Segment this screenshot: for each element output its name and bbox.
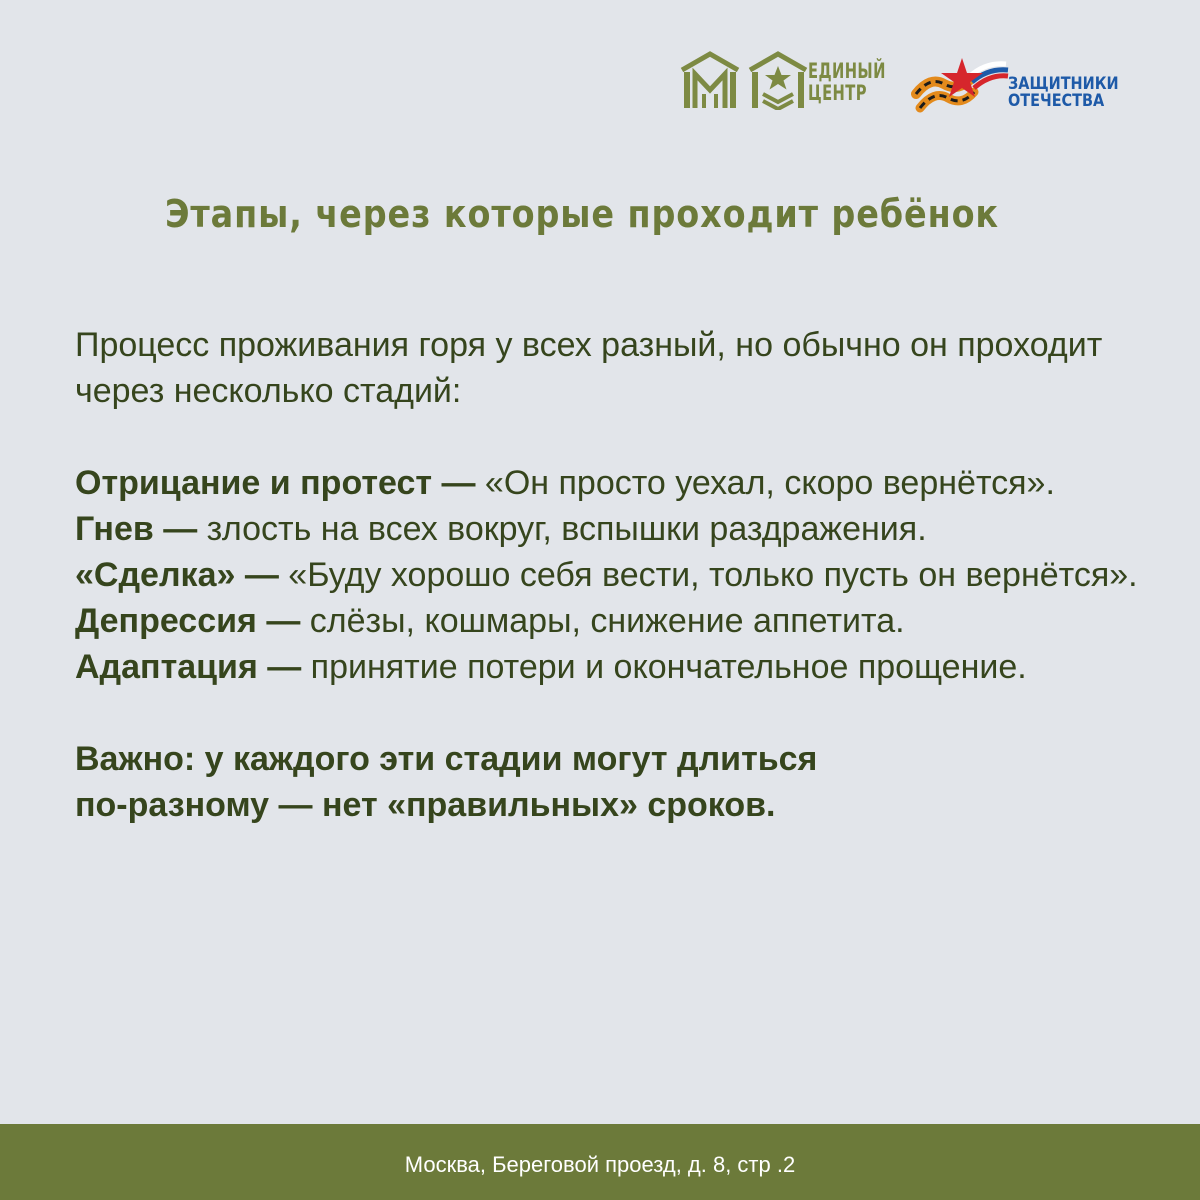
- page-title: Этапы, через которые проходит ребёнок: [164, 192, 1000, 236]
- stage-item: [75, 552, 1155, 598]
- header-logos: [676, 48, 1146, 118]
- spacer: [75, 414, 1155, 460]
- stage-description: слёзы, кошмары, снижение аппетита.: [300, 602, 905, 640]
- defenders-logo-text: [1008, 76, 1119, 110]
- star-chevron-logo-icon: [748, 50, 808, 110]
- stage-item: [75, 644, 1155, 690]
- stage-name: Адаптация —: [75, 648, 302, 686]
- intro-paragraph: Процесс проживания горя у всех разный, но обычно он проходит через несколько стадий:: [75, 326, 1103, 410]
- stage-name: Депрессия —: [75, 602, 301, 640]
- footer-bar: [0, 1124, 1200, 1200]
- stage-name: Отрицание и протест —: [75, 464, 476, 502]
- stage-name: Гнев —: [75, 510, 198, 548]
- defenders-line2: ОТЕЧЕСТВА: [1008, 91, 1105, 111]
- stage-name: «Сделка» —: [75, 556, 279, 594]
- stage-description: принятие потери и окончательное прощение.: [301, 648, 1027, 686]
- stage-description: «Он просто уехал, скоро вернётся».: [475, 464, 1055, 502]
- stage-description: «Буду хорошо себя вести, только пусть он вернётся».: [278, 556, 1138, 594]
- united-center-logo-text: [808, 60, 886, 104]
- stage-item: [75, 460, 1155, 506]
- stage-item: [75, 506, 1155, 552]
- united-center-line2: ЦЕНТР: [808, 81, 867, 105]
- important-note-line1: Важно: у каждого эти стадии могут длиться: [75, 740, 818, 778]
- spacer: [75, 690, 1155, 736]
- important-note-line2: по-разному — нет «правильных» сроков.: [75, 786, 776, 824]
- museum-logo-icon: [680, 50, 740, 110]
- stage-item: [75, 598, 1155, 644]
- defenders-line1: ЗАЩИТНИКИ: [1008, 74, 1119, 94]
- defenders-ribbon-star-icon: [910, 54, 1010, 114]
- footer-address: Москва, Береговой проезд, д. 8, стр .2: [404, 1152, 796, 1177]
- article-body: [75, 322, 1155, 828]
- stage-description: злость на всех вокруг, вспышки раздражения.: [197, 510, 927, 548]
- united-center-line1: ЕДИНЫЙ: [808, 59, 886, 83]
